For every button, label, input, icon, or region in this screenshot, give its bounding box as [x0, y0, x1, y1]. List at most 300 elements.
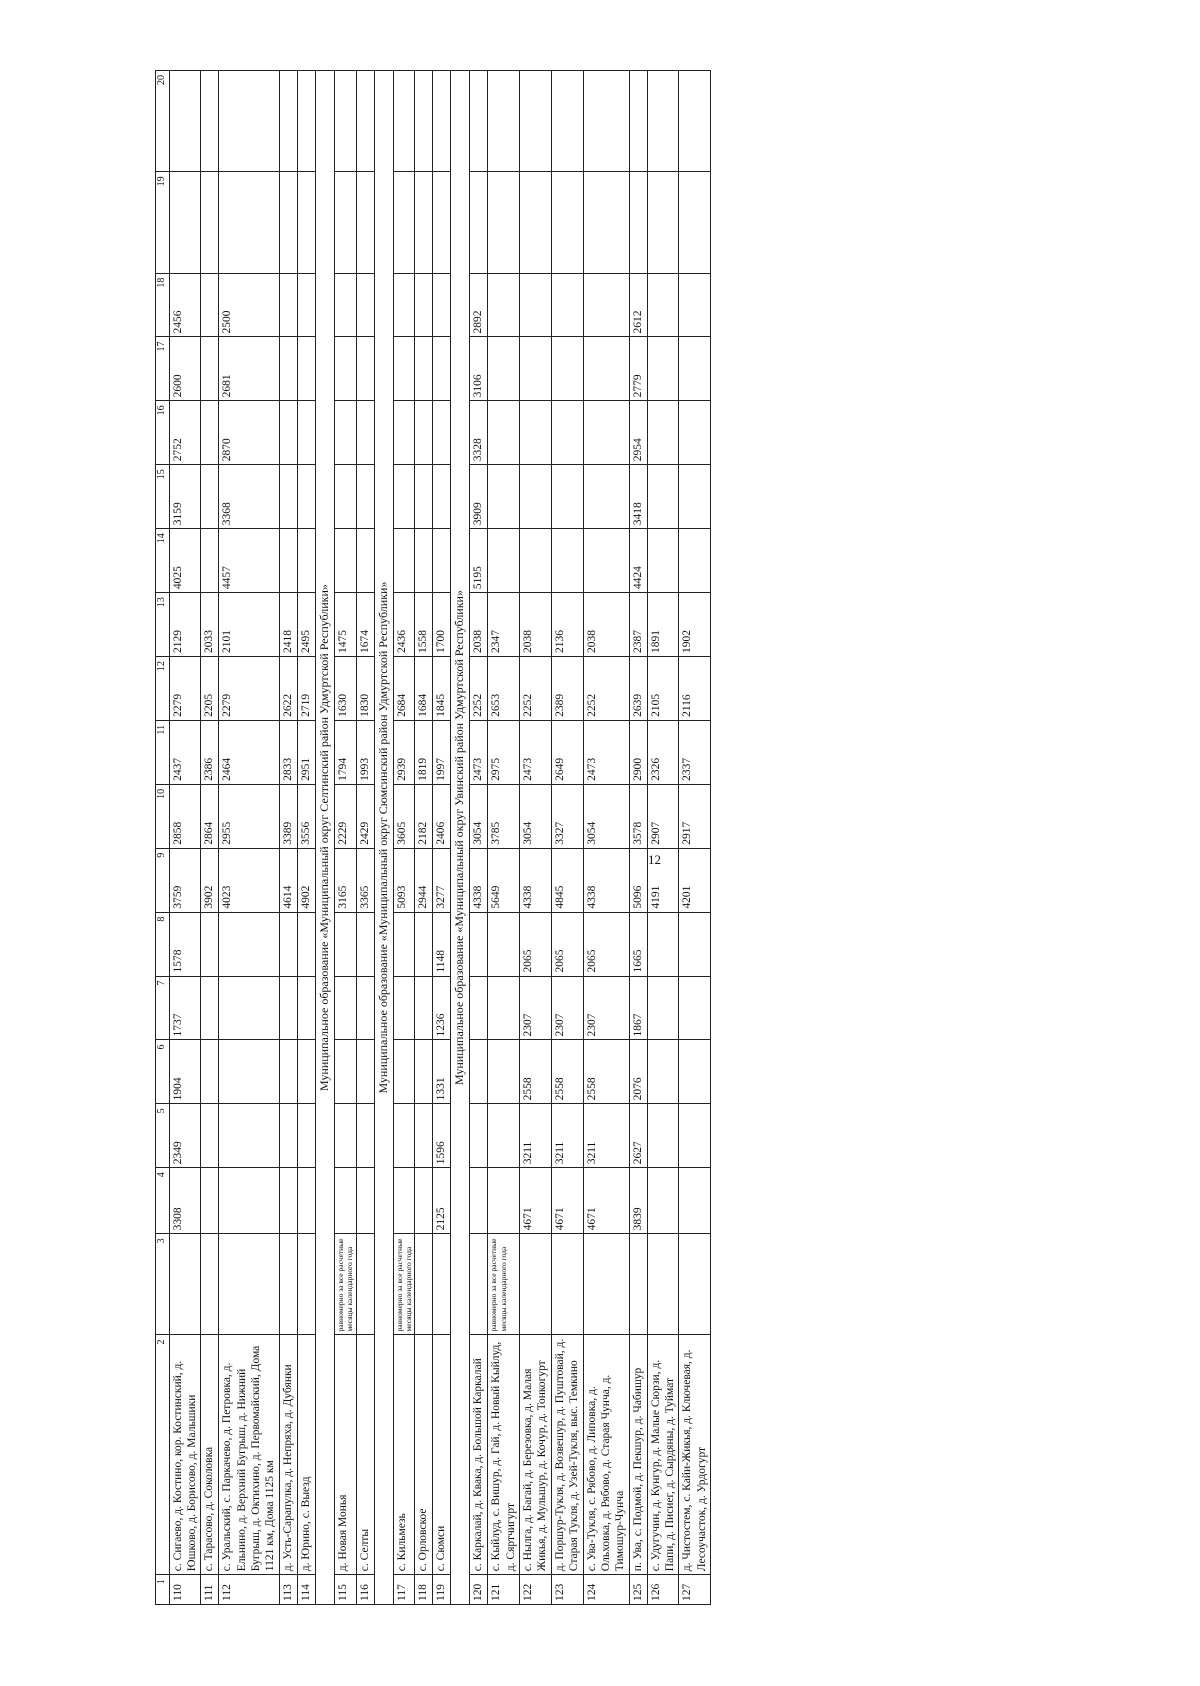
value-cell: 2558	[551, 1040, 583, 1104]
value-cell: 2337	[679, 720, 711, 784]
value-cell: 3054	[520, 784, 552, 848]
value-cell: 2136	[551, 593, 583, 657]
value-cell: 2418	[279, 593, 297, 657]
value-cell	[297, 1168, 315, 1234]
note-cell	[356, 1234, 374, 1335]
value-cell	[520, 273, 552, 337]
value-cell	[415, 71, 433, 172]
value-cell	[488, 71, 520, 172]
value-cell	[629, 172, 647, 273]
value-cell	[297, 71, 315, 172]
value-cell	[169, 172, 201, 273]
value-cell: 2065	[551, 912, 583, 976]
value-cell: 4671	[583, 1168, 629, 1234]
value-cell	[583, 337, 629, 401]
value-cell	[356, 465, 374, 529]
value-cell: 2307	[583, 976, 629, 1040]
value-cell	[297, 1040, 315, 1104]
value-cell: 2473	[583, 720, 629, 784]
value-cell	[201, 71, 219, 172]
tariff-note: равномерно за все расчетные месяцы календарного года	[393, 1234, 415, 1335]
table-row	[393, 71, 415, 1605]
header-cell: 3	[156, 1234, 170, 1335]
value-cell	[470, 1104, 488, 1168]
value-cell	[647, 1040, 679, 1104]
value-cell	[297, 401, 315, 465]
value-cell: 4457	[219, 529, 280, 593]
tariff-note: равномерно за все расчетные месяцы календарного года	[488, 1234, 520, 1335]
value-cell: 3909	[470, 465, 488, 529]
row-number: 122	[520, 1575, 552, 1605]
value-cell: 1993	[356, 720, 374, 784]
value-cell: 2612	[629, 273, 647, 337]
row-number: 125	[629, 1575, 647, 1605]
value-cell: 3159	[169, 465, 201, 529]
settlement-name: с. Удугучин, д. Кунгур, д. Малые Сюрзи, д. Папи, д. Писиег, д. Сырдяны, д. Туймат	[647, 1335, 679, 1575]
value-cell: 3839	[629, 1168, 647, 1234]
value-cell	[679, 337, 711, 401]
value-cell	[297, 912, 315, 976]
value-cell: 2279	[169, 657, 201, 721]
value-cell	[647, 71, 679, 172]
settlement-name: с. Сигаево, д. Костино, кор. Костинский, д. Юшково, д. Борисово, д. Мальшики	[169, 1335, 201, 1575]
value-cell	[279, 465, 297, 529]
value-cell	[393, 337, 415, 401]
value-cell	[393, 529, 415, 593]
value-cell	[470, 976, 488, 1040]
value-cell: 4845	[551, 848, 583, 912]
value-cell	[415, 912, 433, 976]
value-cell	[334, 337, 356, 401]
value-cell	[415, 976, 433, 1040]
value-cell	[279, 912, 297, 976]
value-cell: 1737	[169, 976, 201, 1040]
value-cell	[415, 1168, 433, 1234]
value-cell: 3365	[356, 848, 374, 912]
value-cell	[415, 172, 433, 273]
value-cell	[647, 912, 679, 976]
value-cell: 3902	[201, 848, 219, 912]
note-cell	[583, 1234, 629, 1335]
value-cell	[334, 172, 356, 273]
header-cell: 5	[156, 1104, 170, 1168]
header-cell: 18	[156, 273, 170, 337]
value-cell: 2101	[219, 593, 280, 657]
value-cell	[488, 1040, 520, 1104]
value-cell: 2939	[393, 720, 415, 784]
value-cell	[488, 273, 520, 337]
settlement-name: с. Нылга, д. Багай, д. Березовка, д. Малая Жикья, д. Мульшур, д. Кочур, д. Тонкогурт	[520, 1335, 552, 1575]
value-cell	[201, 337, 219, 401]
value-cell: 4201	[679, 848, 711, 912]
value-cell: 2038	[520, 593, 552, 657]
value-cell	[551, 529, 583, 593]
row-number: 119	[433, 1575, 451, 1605]
value-cell	[433, 401, 451, 465]
value-cell	[201, 1168, 219, 1234]
value-cell	[488, 1168, 520, 1234]
value-cell	[201, 401, 219, 465]
value-cell: 1845	[433, 657, 451, 721]
table-row	[488, 71, 520, 1605]
value-cell: 2033	[201, 593, 219, 657]
section-title: Муниципальное образование «Муниципальный округ Сюмсинский район Удмуртской Республики»	[374, 71, 393, 1605]
value-cell: 1475	[334, 593, 356, 657]
value-cell	[520, 401, 552, 465]
value-cell	[356, 912, 374, 976]
settlement-name: с. Сюмси	[433, 1335, 451, 1575]
value-cell	[583, 273, 629, 337]
value-cell: 2858	[169, 784, 201, 848]
value-cell	[415, 401, 433, 465]
value-cell: 2719	[297, 657, 315, 721]
value-cell: 1891	[647, 593, 679, 657]
value-cell: 2125	[433, 1168, 451, 1234]
row-number: 118	[415, 1575, 433, 1605]
settlement-name: с. Кыйлуд, с. Вишур, д. Гай, д. Новый Кыйлуд, д. Сяртчигурт	[488, 1335, 520, 1575]
value-cell: 2387	[629, 593, 647, 657]
value-cell: 2779	[629, 337, 647, 401]
value-cell: 3785	[488, 784, 520, 848]
value-cell: 2437	[169, 720, 201, 784]
settlement-name: д. Новая Монья	[334, 1335, 356, 1575]
value-cell: 3211	[583, 1104, 629, 1168]
header-cell: 6	[156, 1040, 170, 1104]
value-cell: 2076	[629, 1040, 647, 1104]
value-cell	[393, 1040, 415, 1104]
value-cell: 1700	[433, 593, 451, 657]
value-cell: 3605	[393, 784, 415, 848]
value-cell: 2473	[470, 720, 488, 784]
value-cell	[679, 529, 711, 593]
value-cell: 4614	[279, 848, 297, 912]
value-cell: 2684	[393, 657, 415, 721]
value-cell: 2116	[679, 657, 711, 721]
settlement-name: с. Каркалай, д. Квака, д. Большой Каркалай	[470, 1335, 488, 1575]
value-cell	[334, 976, 356, 1040]
value-cell	[201, 273, 219, 337]
value-cell	[356, 529, 374, 593]
value-cell	[219, 1040, 280, 1104]
value-cell	[297, 529, 315, 593]
value-cell	[415, 1040, 433, 1104]
value-cell	[488, 465, 520, 529]
value-cell: 2429	[356, 784, 374, 848]
row-number: 127	[679, 1575, 711, 1605]
row-number: 120	[470, 1575, 488, 1605]
header-cell: 15	[156, 465, 170, 529]
value-cell	[201, 912, 219, 976]
value-cell: 5093	[393, 848, 415, 912]
value-cell: 2833	[279, 720, 297, 784]
value-cell	[279, 529, 297, 593]
value-cell: 4023	[219, 848, 280, 912]
value-cell: 1558	[415, 593, 433, 657]
value-cell: 2500	[219, 273, 280, 337]
section-row	[315, 71, 334, 1605]
value-cell: 1665	[629, 912, 647, 976]
table-row	[583, 71, 629, 1605]
value-cell	[583, 71, 629, 172]
header-cell: 11	[156, 720, 170, 784]
value-cell	[415, 465, 433, 529]
value-cell	[488, 337, 520, 401]
value-cell	[356, 1104, 374, 1168]
value-cell: 1819	[415, 720, 433, 784]
value-cell	[433, 529, 451, 593]
note-cell	[297, 1234, 315, 1335]
value-cell	[393, 912, 415, 976]
value-cell	[356, 401, 374, 465]
value-cell	[583, 401, 629, 465]
value-cell: 1331	[433, 1040, 451, 1104]
value-cell	[647, 401, 679, 465]
value-cell	[647, 337, 679, 401]
value-cell	[679, 1040, 711, 1104]
value-cell	[433, 337, 451, 401]
value-cell	[583, 172, 629, 273]
value-cell	[393, 273, 415, 337]
value-cell: 2951	[297, 720, 315, 784]
value-cell: 2892	[470, 273, 488, 337]
value-cell	[433, 273, 451, 337]
value-cell: 2229	[334, 784, 356, 848]
value-cell	[679, 401, 711, 465]
value-cell	[551, 71, 583, 172]
value-cell	[201, 1104, 219, 1168]
value-cell	[679, 912, 711, 976]
page-number: 12	[648, 852, 661, 867]
value-cell	[647, 976, 679, 1040]
header-cell: 12	[156, 657, 170, 721]
value-cell: 3106	[470, 337, 488, 401]
header-cell: 2	[156, 1335, 170, 1575]
value-cell: 2349	[169, 1104, 201, 1168]
header-cell: 7	[156, 976, 170, 1040]
rotated-table-wrapper	[155, 70, 1000, 1605]
value-cell	[551, 337, 583, 401]
value-cell	[470, 71, 488, 172]
value-cell	[334, 1104, 356, 1168]
value-cell	[201, 465, 219, 529]
value-cell	[201, 172, 219, 273]
value-cell	[629, 71, 647, 172]
value-cell: 2639	[629, 657, 647, 721]
value-cell: 3578	[629, 784, 647, 848]
value-cell	[679, 71, 711, 172]
value-cell: 4671	[551, 1168, 583, 1234]
row-number: 121	[488, 1575, 520, 1605]
value-cell	[393, 1104, 415, 1168]
value-cell	[279, 337, 297, 401]
value-cell	[297, 1104, 315, 1168]
value-cell	[679, 1104, 711, 1168]
value-cell	[433, 172, 451, 273]
table-row	[201, 71, 219, 1605]
row-number: 116	[356, 1575, 374, 1605]
section-row	[374, 71, 393, 1605]
value-cell: 4338	[470, 848, 488, 912]
header-cell: 16	[156, 401, 170, 465]
value-cell	[647, 1104, 679, 1168]
row-number: 115	[334, 1575, 356, 1605]
value-cell	[470, 1168, 488, 1234]
header-cell: 10	[156, 784, 170, 848]
value-cell	[520, 71, 552, 172]
settlement-name: с. Селты	[356, 1335, 374, 1575]
value-cell: 2406	[433, 784, 451, 848]
value-cell	[415, 337, 433, 401]
value-cell	[415, 529, 433, 593]
row-number: 110	[169, 1575, 201, 1605]
value-cell	[679, 273, 711, 337]
value-cell: 2105	[647, 657, 679, 721]
value-cell: 2326	[647, 720, 679, 784]
value-cell	[356, 1040, 374, 1104]
settlement-name: д. Усть-Сарапулка, д. Непряха, д. Дубянки	[279, 1335, 297, 1575]
value-cell	[279, 1104, 297, 1168]
value-cell: 2600	[169, 337, 201, 401]
table-row	[520, 71, 552, 1605]
value-cell	[647, 465, 679, 529]
value-cell: 3759	[169, 848, 201, 912]
value-cell: 1794	[334, 720, 356, 784]
value-cell	[334, 401, 356, 465]
value-cell	[297, 465, 315, 529]
value-cell	[520, 337, 552, 401]
value-cell: 3328	[470, 401, 488, 465]
value-cell: 2252	[470, 657, 488, 721]
table-row	[433, 71, 451, 1605]
value-cell: 3308	[169, 1168, 201, 1234]
row-number: 123	[551, 1575, 583, 1605]
header-row	[156, 71, 170, 1605]
note-cell	[551, 1234, 583, 1335]
value-cell: 2870	[219, 401, 280, 465]
table-row	[169, 71, 201, 1605]
value-cell	[219, 912, 280, 976]
value-cell	[647, 1168, 679, 1234]
value-cell	[201, 976, 219, 1040]
value-cell	[334, 465, 356, 529]
value-cell	[334, 1040, 356, 1104]
value-cell: 4671	[520, 1168, 552, 1234]
value-cell: 2347	[488, 593, 520, 657]
value-cell	[647, 172, 679, 273]
value-cell: 2649	[551, 720, 583, 784]
value-cell	[297, 976, 315, 1040]
note-cell	[647, 1234, 679, 1335]
value-cell: 5096	[629, 848, 647, 912]
value-cell: 2622	[279, 657, 297, 721]
note-cell	[169, 1234, 201, 1335]
settlement-name: д. Чистостем, с. Кайи-Жикья, д. Ключевая, д. Лесоучасток, д. Урдогурт	[679, 1335, 711, 1575]
row-number: 111	[201, 1575, 219, 1605]
value-cell	[219, 71, 280, 172]
value-cell: 3165	[334, 848, 356, 912]
value-cell	[470, 172, 488, 273]
table-row	[629, 71, 647, 1605]
value-cell	[679, 172, 711, 273]
value-cell	[393, 1168, 415, 1234]
value-cell: 2065	[520, 912, 552, 976]
value-cell: 3211	[520, 1104, 552, 1168]
value-cell	[334, 71, 356, 172]
value-cell	[356, 172, 374, 273]
value-cell	[393, 71, 415, 172]
note-cell	[520, 1234, 552, 1335]
value-cell: 2252	[583, 657, 629, 721]
value-cell: 3277	[433, 848, 451, 912]
value-cell: 1830	[356, 657, 374, 721]
value-cell	[279, 71, 297, 172]
note-cell	[219, 1234, 280, 1335]
row-number: 113	[279, 1575, 297, 1605]
value-cell	[219, 172, 280, 273]
table-row	[219, 71, 280, 1605]
value-cell: 4338	[520, 848, 552, 912]
value-cell: 1236	[433, 976, 451, 1040]
value-cell	[520, 172, 552, 273]
value-cell	[488, 912, 520, 976]
value-cell: 3389	[279, 784, 297, 848]
value-cell: 2473	[520, 720, 552, 784]
value-cell: 4191	[647, 848, 679, 912]
value-cell	[393, 401, 415, 465]
value-cell	[279, 1168, 297, 1234]
value-cell	[470, 912, 488, 976]
value-cell	[470, 1040, 488, 1104]
value-cell	[393, 172, 415, 273]
value-cell: 2627	[629, 1104, 647, 1168]
value-cell: 2456	[169, 273, 201, 337]
note-cell	[629, 1234, 647, 1335]
value-cell	[488, 529, 520, 593]
value-cell	[583, 529, 629, 593]
value-cell	[679, 1168, 711, 1234]
tariff-note: равномерно за все расчетные месяцы календарного года	[334, 1234, 356, 1335]
settlement-name: с. Уральский, с. Паркачево, д. Петровка, д. Ельнино, д. Верхний Бугрыш, д. Нижний Бугрыш, д. Октихино, д. Первомайский, Дома 1121 км, Дома 1125 км	[219, 1335, 280, 1575]
value-cell: 1596	[433, 1104, 451, 1168]
value-cell: 2436	[393, 593, 415, 657]
row-number: 126	[647, 1575, 679, 1605]
value-cell: 4424	[629, 529, 647, 593]
value-cell	[356, 1168, 374, 1234]
value-cell: 1867	[629, 976, 647, 1040]
section-title: Муниципальное образование «Муниципальный округ Увинский район Удмуртской Республики»	[451, 71, 470, 1605]
value-cell: 2558	[520, 1040, 552, 1104]
header-cell: 13	[156, 593, 170, 657]
header-cell: 1	[156, 1575, 170, 1605]
value-cell: 2182	[415, 784, 433, 848]
header-cell: 9	[156, 848, 170, 912]
value-cell: 2495	[297, 593, 315, 657]
value-cell	[488, 172, 520, 273]
value-cell: 2681	[219, 337, 280, 401]
value-cell	[488, 1104, 520, 1168]
value-cell	[356, 273, 374, 337]
settlement-name: д. Юрино, с. Выезд	[297, 1335, 315, 1575]
value-cell	[279, 273, 297, 337]
header-cell: 14	[156, 529, 170, 593]
value-cell: 1148	[433, 912, 451, 976]
value-cell	[279, 976, 297, 1040]
value-cell: 1684	[415, 657, 433, 721]
value-cell: 2038	[470, 593, 488, 657]
value-cell	[297, 337, 315, 401]
value-cell: 2864	[201, 784, 219, 848]
value-cell: 1630	[334, 657, 356, 721]
